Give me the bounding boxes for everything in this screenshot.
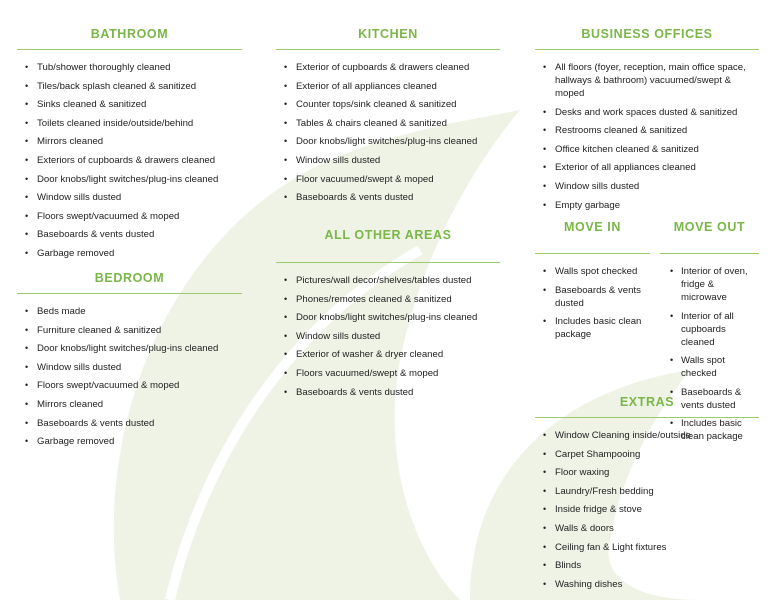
list-item-label: Inside fridge & stove (555, 504, 642, 516)
list-item-label: Window sills dusted (37, 361, 122, 373)
list-item (535, 429, 759, 442)
bullet-icon: • (284, 386, 288, 397)
other-areas-heading: ALL OTHER AREAS (324, 228, 452, 242)
list-item-label: Walls spot checked (555, 266, 638, 277)
other-areas-section (276, 228, 500, 404)
bullet-icon: • (284, 312, 288, 323)
list-item (276, 330, 500, 343)
bullet-icon: • (543, 143, 547, 154)
list-item (535, 503, 759, 516)
bullet-icon: • (670, 310, 674, 321)
list-item-label: Exterior of washer & dryer cleaned (296, 349, 444, 361)
list-item-label: Floor waxing (555, 467, 610, 479)
list-item (276, 386, 500, 399)
list-item (535, 161, 759, 174)
bullet-icon: • (284, 367, 288, 378)
list-item-label: Exterior of all appliances cleaned (555, 162, 696, 174)
list-item-label: Interior of oven, fridge & microwave (681, 266, 748, 303)
bullet-icon: • (25, 136, 29, 147)
list-item-label: Tub/shower thoroughly cleaned (37, 62, 171, 73)
list-item-label: Restrooms cleaned & sanitized (555, 125, 688, 137)
bullet-icon: • (670, 418, 674, 429)
bullet-icon: • (25, 210, 29, 221)
bedroom-section (17, 271, 242, 454)
bullet-icon: • (543, 199, 547, 210)
list-item (535, 199, 759, 212)
extras-heading: EXTRAS (535, 395, 759, 418)
bullet-icon: • (25, 99, 29, 110)
list-item-label: Baseboards & vents dusted (296, 192, 414, 204)
list-item (535, 466, 759, 479)
list-item-label: Mirrors cleaned (37, 398, 104, 410)
bullet-icon: • (543, 560, 547, 571)
bullet-icon: • (25, 306, 29, 316)
list-item-label: Window Cleaning inside/outside (555, 430, 691, 441)
bullet-icon: • (543, 541, 547, 552)
list-item (535, 578, 759, 591)
list-item-label: Desks and work spaces dusted & sanitized (555, 106, 738, 118)
list-item (660, 354, 759, 380)
move-in-heading: MOVE IN (564, 220, 621, 234)
list-item (17, 61, 242, 74)
list-item-label: Walls spot checked (681, 355, 725, 380)
bullet-icon: • (25, 361, 29, 372)
other-areas-divider (276, 262, 500, 263)
list-item-label: Window sills dusted (555, 180, 640, 192)
bullet-icon: • (25, 117, 29, 128)
bullet-icon: • (25, 62, 29, 72)
list-item-label: Walls & doors (555, 522, 614, 534)
list-item-label: Ceiling fan & Light fixtures (555, 541, 667, 553)
extras-section (535, 395, 759, 596)
list-item-label: Door knobs/light switches/plug-ins cleaned (296, 312, 478, 324)
list-item-label: Laundry/Fresh bedding (555, 485, 654, 497)
list-item-label: Pictures/wall decor/shelves/tables dusted (296, 275, 472, 286)
kitchen-heading: KITCHEN (276, 27, 500, 50)
list-item-label: Office kitchen cleaned & sanitized (555, 143, 699, 155)
list-item-label: Sinks cleaned & sanitized (37, 99, 147, 111)
business-offices-section (535, 27, 759, 217)
bullet-icon: • (284, 117, 288, 128)
list-item (535, 143, 759, 156)
list-item-label: Window sills dusted (296, 330, 381, 342)
bullet-icon: • (543, 467, 547, 478)
list-item (17, 435, 242, 448)
bullet-icon: • (543, 504, 547, 515)
list-item (17, 210, 242, 223)
list-item-label: Window sills dusted (296, 154, 381, 166)
bullet-icon: • (543, 62, 547, 72)
list-item (535, 265, 650, 278)
bullet-icon: • (543, 485, 547, 496)
bullet-icon: • (284, 80, 288, 91)
list-item (17, 154, 242, 167)
bathroom-list (17, 61, 242, 260)
bullet-icon: • (543, 162, 547, 173)
bullet-icon: • (284, 136, 288, 147)
list-item (276, 191, 500, 204)
list-item (535, 315, 650, 341)
list-item-label: Tiles/back splash cleaned & sanitized (37, 80, 197, 92)
bullet-icon: • (25, 229, 29, 240)
bullet-icon: • (284, 349, 288, 360)
list-item-label: Counter tops/sink cleaned & sanitized (296, 99, 457, 111)
list-item-label: Baseboards & vents dusted (37, 417, 155, 429)
bullet-icon: • (543, 266, 547, 276)
bullet-icon: • (25, 380, 29, 391)
list-item (276, 367, 500, 380)
list-item (276, 154, 500, 167)
list-item (17, 80, 242, 93)
list-item-label: Garbage removed (37, 436, 115, 448)
bullet-icon: • (25, 154, 29, 165)
bullet-icon: • (543, 316, 547, 327)
bullet-icon: • (25, 398, 29, 409)
extras-list (535, 429, 759, 591)
list-item (17, 228, 242, 241)
bathroom-section (17, 27, 242, 266)
bullet-icon: • (25, 247, 29, 258)
list-item-label: Floor vacuumed/swept & moped (296, 173, 434, 185)
list-item-label: Garbage removed (37, 247, 115, 259)
bullet-icon: • (543, 284, 547, 295)
list-item (17, 117, 242, 130)
list-item-label: Includes basic clean package (681, 418, 743, 443)
list-item-label: Floors vacuumed/swept & moped (296, 367, 439, 379)
bullet-icon: • (25, 173, 29, 184)
bullet-icon: • (25, 192, 29, 203)
list-item (17, 417, 242, 430)
list-item (535, 485, 759, 498)
list-item-label: Baseboards & vents dusted (681, 386, 742, 411)
list-item (17, 191, 242, 204)
bullet-icon: • (25, 417, 29, 428)
bullet-icon: • (284, 154, 288, 165)
list-item-label: Interior of all cupboards cleaned (681, 310, 734, 348)
list-item-label: Floors swept/vacuumed & moped (37, 380, 180, 392)
bullet-icon: • (543, 578, 547, 589)
list-item (276, 80, 500, 93)
list-item-label: Furniture cleaned & sanitized (37, 324, 162, 336)
list-item (17, 98, 242, 111)
list-item (17, 247, 242, 260)
move-in-list (535, 265, 650, 341)
bullet-icon: • (543, 180, 547, 191)
move-in-divider (535, 253, 650, 254)
bullet-icon: • (25, 324, 29, 335)
list-item (276, 173, 500, 186)
bullet-icon: • (284, 293, 288, 304)
kitchen-list (276, 61, 500, 204)
list-item-label: Washing dishes (555, 578, 623, 590)
list-item-label: Baseboards & vents dusted (555, 284, 641, 309)
bullet-icon: • (543, 106, 547, 117)
bullet-icon: • (543, 448, 547, 459)
list-item (276, 293, 500, 306)
list-item (276, 98, 500, 111)
list-item (535, 106, 759, 119)
bedroom-heading: BEDROOM (17, 271, 242, 294)
list-item (535, 522, 759, 535)
list-item (535, 61, 759, 100)
list-item (535, 124, 759, 137)
bullet-icon: • (284, 173, 288, 184)
list-item (276, 311, 500, 324)
list-item (276, 274, 500, 287)
list-item (276, 135, 500, 148)
list-item-label: Phones/remotes cleaned & sanitized (296, 293, 452, 305)
bullet-icon: • (284, 275, 288, 285)
bullet-icon: • (543, 430, 547, 440)
list-item (276, 348, 500, 361)
bullet-icon: • (543, 522, 547, 533)
list-item-label: Includes basic clean package (555, 316, 642, 341)
move-out-divider (660, 253, 759, 254)
other-areas-list (276, 274, 500, 399)
list-item (535, 448, 759, 461)
list-item (660, 265, 759, 304)
list-item (535, 541, 759, 554)
list-item (276, 61, 500, 74)
bullet-icon: • (25, 436, 29, 447)
list-item (17, 324, 242, 337)
bullet-icon: • (25, 343, 29, 354)
bullet-icon: • (670, 266, 674, 276)
list-item (17, 398, 242, 411)
list-item-label: Door knobs/light switches/plug-ins cleaned (37, 343, 219, 355)
business-offices-heading: BUSINESS OFFICES (535, 27, 759, 50)
bedroom-list (17, 305, 242, 448)
bathroom-heading: BATHROOM (17, 27, 242, 50)
move-out-heading: MOVE OUT (673, 220, 746, 234)
list-item (17, 361, 242, 374)
bullet-icon: • (670, 355, 674, 366)
business-offices-list (535, 61, 759, 212)
list-item-label: Floors swept/vacuumed & moped (37, 210, 180, 222)
bullet-icon: • (284, 330, 288, 341)
list-item-label: Empty garbage (555, 199, 621, 211)
kitchen-section (276, 27, 500, 210)
list-item (660, 310, 759, 349)
list-item-label: All floors (foyer, reception, main office space, hallways & bathroom) vacuumed/swept & moped (555, 62, 746, 99)
bullet-icon: • (284, 192, 288, 203)
list-item (535, 180, 759, 193)
list-item-label: Window sills dusted (37, 192, 122, 204)
list-item-label: Beds made (37, 306, 86, 317)
list-item-label: Exteriors of cupboards & drawers cleaned (37, 154, 216, 166)
list-item (535, 559, 759, 572)
list-item (17, 173, 242, 186)
list-item (535, 284, 650, 310)
bullet-icon: • (284, 62, 288, 72)
list-item-label: Exterior of cupboards & drawers cleaned (296, 62, 470, 73)
list-item (17, 135, 242, 148)
list-item (17, 305, 242, 318)
bullet-icon: • (284, 99, 288, 110)
bullet-icon: • (543, 125, 547, 136)
list-item-label: Toilets cleaned inside/outside/behind (37, 117, 194, 129)
list-item-label: Blinds (555, 560, 582, 572)
list-item-label: Baseboards & vents dusted (296, 386, 414, 398)
list-item (17, 342, 242, 355)
move-in-section (535, 220, 650, 347)
bullet-icon: • (670, 386, 674, 397)
list-item-label: Baseboards & vents dusted (37, 229, 155, 241)
list-item-label: Door knobs/light switches/plug-ins cleaned (296, 136, 478, 148)
list-item-label: Tables & chairs cleaned & sanitized (296, 117, 447, 129)
list-item (276, 117, 500, 130)
list-item-label: Carpet Shampooing (555, 448, 641, 460)
list-item-label: Exterior of all appliances cleaned (296, 80, 437, 92)
list-item (17, 379, 242, 392)
bullet-icon: • (25, 80, 29, 91)
list-item-label: Mirrors cleaned (37, 136, 104, 148)
list-item-label: Door knobs/light switches/plug-ins cleaned (37, 173, 219, 185)
